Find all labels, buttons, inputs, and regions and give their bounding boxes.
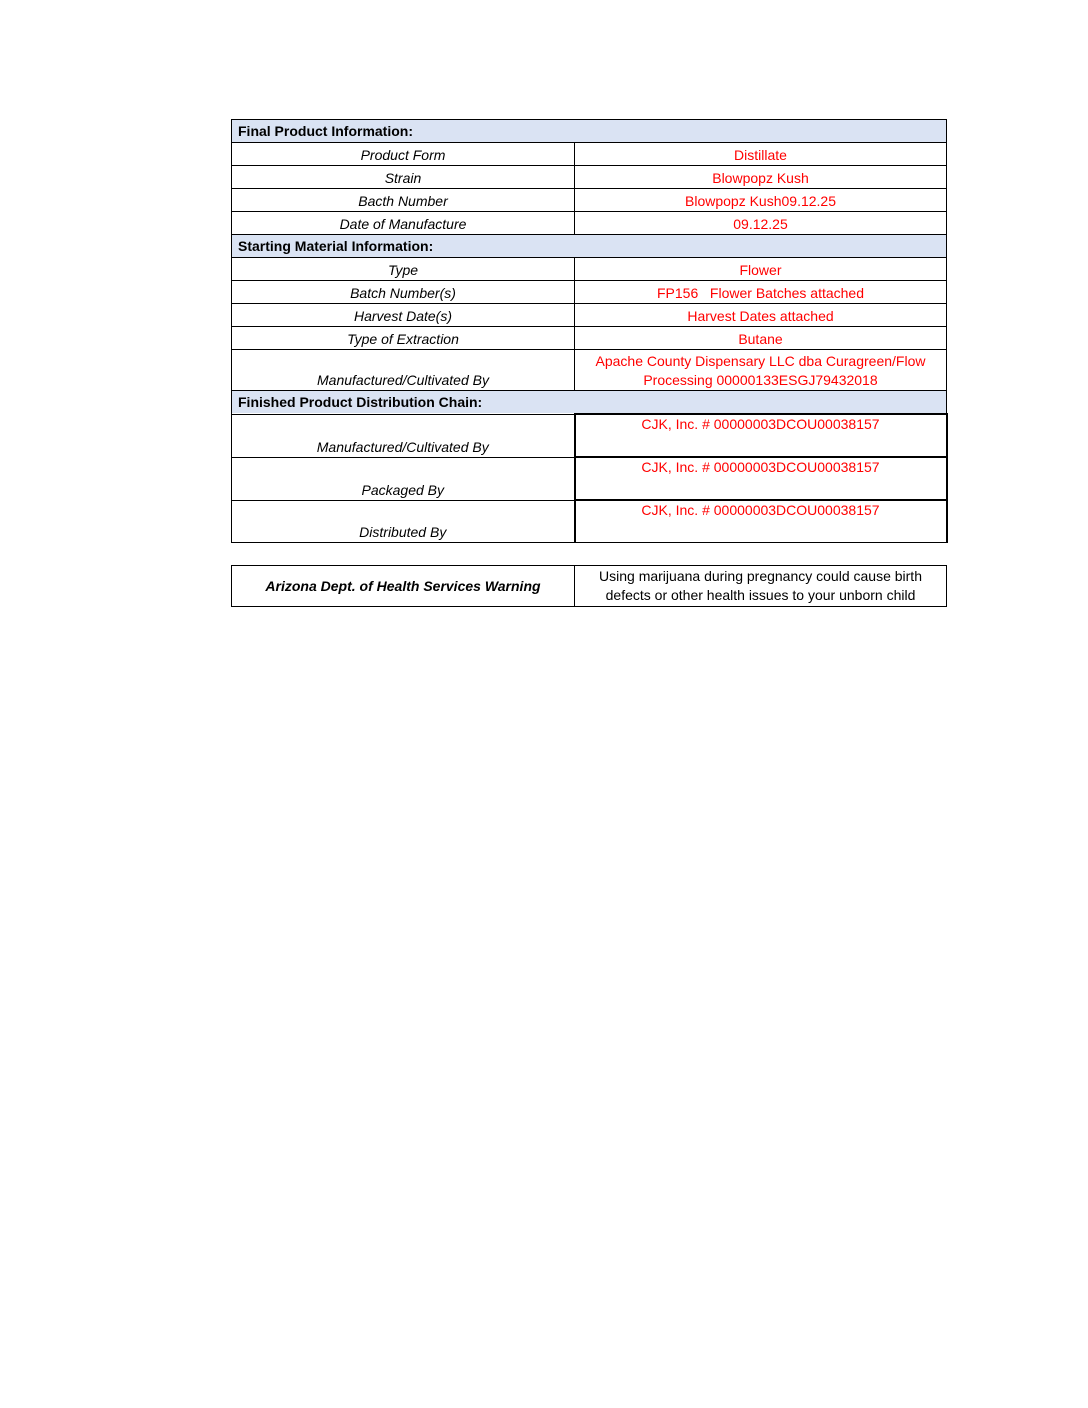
batch-numbers-label: Batch Number(s) (232, 281, 575, 304)
section-header-row (232, 391, 947, 415)
table-row (232, 327, 947, 350)
strain-value: Blowpopz Kush (575, 166, 947, 189)
table-row (232, 500, 947, 543)
product-form-value: Distillate (575, 143, 947, 166)
health-warning-table (231, 565, 947, 607)
batch-numbers-value: FP156 Flower Batches attached (575, 281, 947, 304)
starting-manufactured-by-label: Manufactured/Cultivated By (232, 350, 575, 391)
warning-label: Arizona Dept. of Health Services Warning (232, 566, 575, 607)
harvest-dates-value: Harvest Dates attached (575, 304, 947, 327)
table-row (232, 457, 947, 500)
starting-manufactured-by-value: Apache County Dispensary LLC dba Curagreen/Flow Processing 00000133ESGJ79432018 (575, 350, 947, 391)
date-of-manufacture-value: 09.12.25 (575, 212, 947, 235)
distribution-manufactured-by-value: CJK, Inc. # 00000003DCOU00038157 (575, 414, 947, 457)
distributed-by-value: CJK, Inc. # 00000003DCOU00038157 (575, 500, 947, 543)
warning-text: Using marijuana during pregnancy could cause birth defects or other health issues to your unborn child (575, 566, 947, 607)
harvest-dates-label: Harvest Date(s) (232, 304, 575, 327)
warning-row (232, 566, 947, 607)
product-form-label: Product Form (232, 143, 575, 166)
type-value: Flower (575, 258, 947, 281)
table-row (232, 212, 947, 235)
table-row (232, 189, 947, 212)
table-row (232, 143, 947, 166)
product-information-table (231, 119, 948, 543)
table-row (232, 414, 947, 457)
table-row (232, 350, 947, 391)
type-of-extraction-label: Type of Extraction (232, 327, 575, 350)
section-header-row (232, 120, 947, 143)
final-product-header: Final Product Information: (232, 120, 947, 143)
distribution-manufactured-by-label: Manufactured/Cultivated By (232, 414, 575, 457)
batch-number-value: Blowpopz Kush09.12.25 (575, 189, 947, 212)
date-of-manufacture-label: Date of Manufacture (232, 212, 575, 235)
packaged-by-label: Packaged By (232, 457, 575, 500)
section-header-row (232, 235, 947, 258)
batch-number-label: Bacth Number (232, 189, 575, 212)
starting-material-header: Starting Material Information: (232, 235, 947, 258)
table-row (232, 281, 947, 304)
packaged-by-value: CJK, Inc. # 00000003DCOU00038157 (575, 457, 947, 500)
distribution-chain-header: Finished Product Distribution Chain: (232, 391, 947, 415)
table-row (232, 166, 947, 189)
strain-label: Strain (232, 166, 575, 189)
type-of-extraction-value: Butane (575, 327, 947, 350)
table-row (232, 304, 947, 327)
table-row (232, 258, 947, 281)
distributed-by-label: Distributed By (232, 500, 575, 543)
type-label: Type (232, 258, 575, 281)
